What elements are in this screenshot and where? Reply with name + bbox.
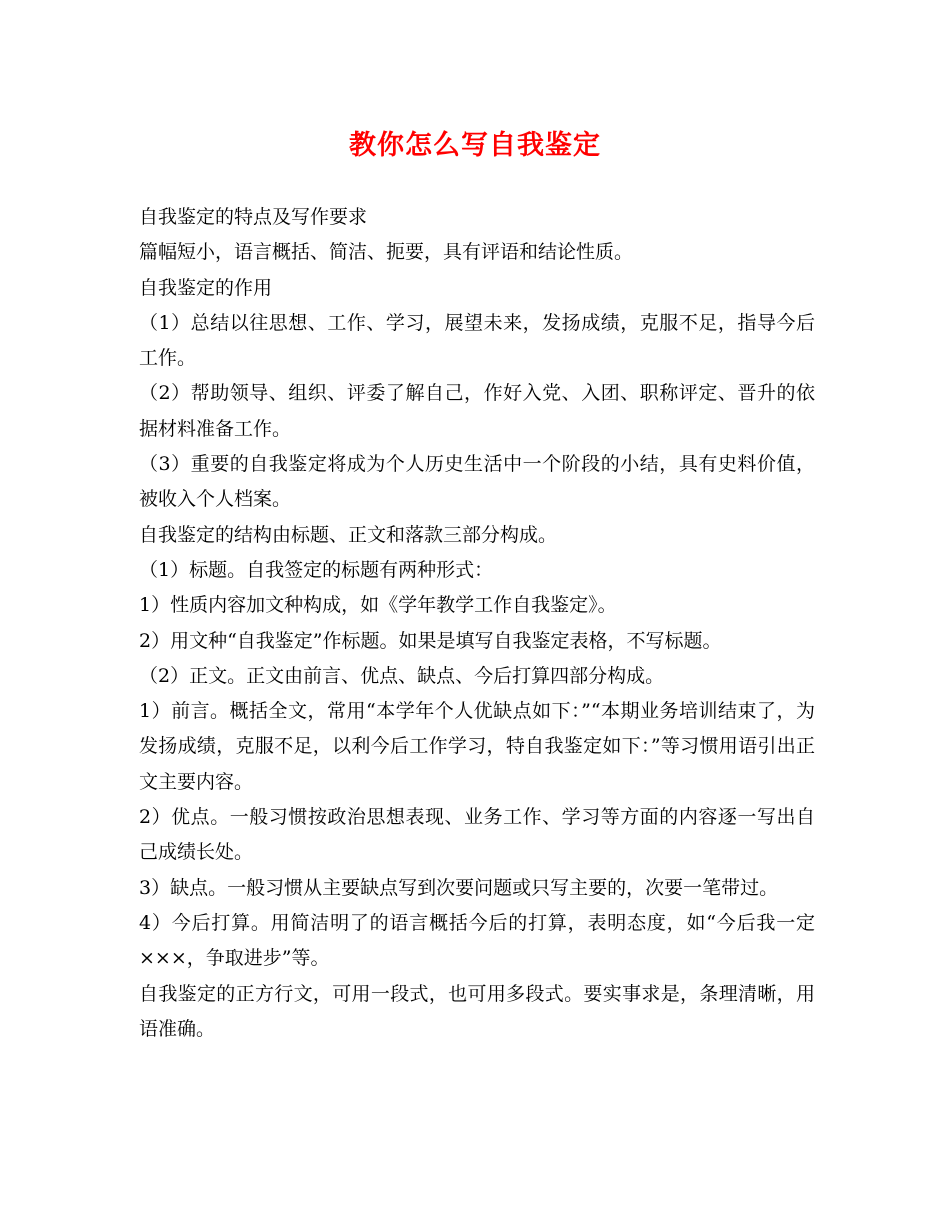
paragraph-features: 篇幅短小，语言概括、简洁、扼要，具有评语和结论性质。 — [139, 241, 634, 264]
document-body — [139, 200, 815, 1047]
paragraph-conclusion: 自我鉴定的正方行文，可用一段式，也可用多段式。要实事求是，条理清晰，用语准确。 — [139, 982, 815, 1040]
structure-title-heading: （1）标题。自我签定的标题有两种形式： — [139, 558, 494, 581]
section-heading-purpose: 自我鉴定的作用 — [139, 276, 273, 299]
section-heading-structure: 自我鉴定的结构由标题、正文和落款三部分构成。 — [139, 523, 558, 546]
body-part-future-plans: 4）今后打算。用简洁明了的语言概括今后的打算，表明态度，如“今后我一定×××，争取进步”等。 — [139, 911, 815, 970]
purpose-item-1: （1）总结以往思想、工作、学习，展望未来，发扬成绩，克服不足，指导今后工作。 — [139, 311, 815, 370]
body-part-weaknesses: 3）缺点。一般习惯从主要缺点写到次要问题或只写主要的，次要一笔带过。 — [139, 876, 779, 899]
document-title: 教你怎么写自我鉴定 — [349, 130, 601, 161]
section-heading-features: 自我鉴定的特点及写作要求 — [139, 206, 368, 228]
body-part-strengths: 2）优点。一般习惯按政治思想表现、业务工作、学习等方面的内容逐一写出自己成绩长处。 — [139, 806, 815, 864]
structure-body-heading: （2）正文。正文由前言、优点、缺点、今后打算四部分构成。 — [139, 664, 665, 687]
purpose-item-3: （3）重要的自我鉴定将成为个人历史生活中一个阶段的小结，具有史料价值，被收入个人档案。 — [139, 453, 815, 511]
purpose-item-2: （2）帮助领导、组织、评委了解自己，作好入党、入团、职称评定、晋升的依据材料准备工作。 — [139, 382, 815, 440]
body-part-preface: 1）前言。概括全文，常用“本学年个人优缺点如下：”“本期业务培训结束了，为发扬成绩，克服不足，以利今后工作学习，特自我鉴定如下：”等习惯用语引出正文主要内容。 — [139, 700, 815, 793]
title-form-2: 2）用文种“自我鉴定”作标题。如果是填写自我鉴定表格，不写标题。 — [139, 629, 722, 652]
title-form-1: 1）性质内容加文种构成，如《学年教学工作自我鉴定》。 — [139, 594, 617, 617]
